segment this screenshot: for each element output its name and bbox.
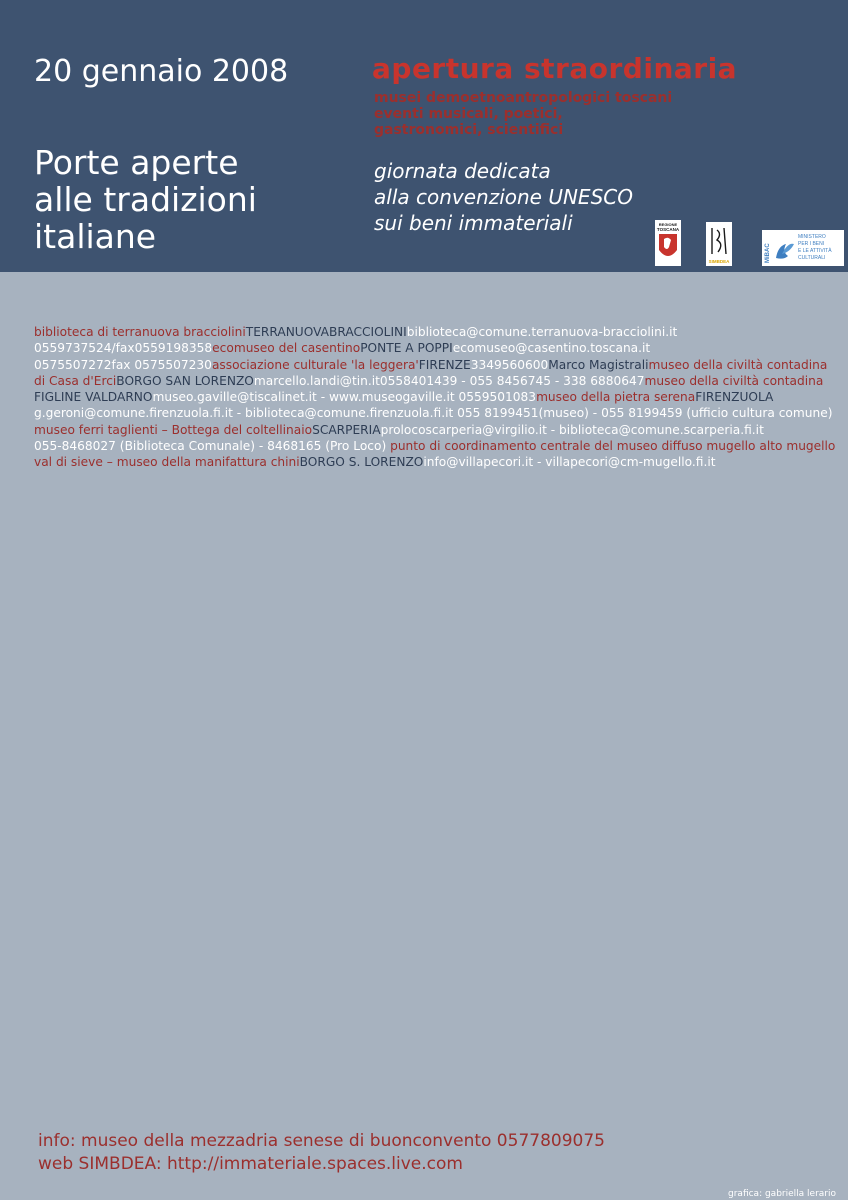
- title-line: italiane: [34, 217, 157, 256]
- logo-text: TOSCANA: [656, 227, 680, 232]
- listing-segment: g.geroni@comune.firenzuola.fi.it - biblioteca@comune.firenzuola.fi.it 055 8199451(museo) - 055 8199459 (ufficio cultura comune): [34, 406, 833, 421]
- listing-segment: 055-8468027 (Biblioteca Comunale) - 8468165 (Pro Loco): [34, 439, 391, 454]
- event-title: [34, 144, 354, 255]
- listing-segment: museo della civiltà contadina: [644, 373, 824, 388]
- listing-segment: PONTE A POPPI: [360, 341, 453, 356]
- listing-segment: 3349560600: [470, 357, 549, 372]
- listing-segment: FIRENZUOLA: [695, 390, 774, 405]
- listing-line: [34, 454, 840, 470]
- title-line: alle tradizioni: [34, 180, 257, 219]
- listing-segment: BORGO SAN LORENZO: [116, 373, 254, 388]
- listing-line: [34, 357, 840, 373]
- title-line: Porte aperte: [34, 143, 239, 182]
- listing-line: [34, 438, 840, 454]
- simbdea-logo: [706, 222, 732, 266]
- listing-line: [34, 324, 840, 340]
- info-footer: [38, 1130, 605, 1176]
- listing-segment: ecomuseo del casentino: [212, 341, 361, 356]
- listing-line: [34, 405, 840, 421]
- listing-segment: FIRENZE: [418, 357, 471, 372]
- logo-text: PER I BENI: [798, 241, 825, 247]
- logo-text: SIMBDEA: [708, 259, 730, 264]
- info-line: info: museo della mezzadria senese di buonconvento 0577809075: [38, 1131, 605, 1151]
- listing-segment: FIGLINE VALDARNO: [34, 390, 153, 405]
- subtitle-line: gastronomici, scientifici: [374, 122, 564, 138]
- giornata-line: alla convenzione UNESCO: [374, 185, 633, 209]
- listing-segment: museo.gaville@tiscalinet.it - www.museogaville.it 0559501083: [152, 390, 537, 405]
- listing-line: [34, 340, 840, 356]
- listing-segment: TERRANUOVABRACCIOLINI: [245, 325, 407, 339]
- listing-segment: biblioteca@comune.terranuova-bracciolini.it: [406, 325, 678, 339]
- giornata-line: sui beni immateriali: [374, 211, 573, 235]
- listing-segment: Marco Magistrali: [548, 357, 649, 372]
- listing-segment: museo della civiltà contadina: [648, 357, 828, 372]
- logo-text: CULTURALI: [798, 255, 826, 261]
- listing-segment: punto di coordinamento centrale del museo diffuso mugello alto mugello: [390, 439, 836, 454]
- listing-line: [34, 389, 840, 405]
- listing-segment: di Casa d'Erci: [34, 373, 117, 388]
- mibac-logo: [762, 230, 844, 266]
- subtitle-line: eventi musicali, poetici,: [374, 106, 563, 122]
- listing-segment: marcello.landi@tin.it0558401439 - 055 8456745 - 338 6880647: [253, 373, 645, 388]
- listing-segment: val di sieve – museo della manifattura chini: [34, 455, 300, 470]
- website-line: web SIMBDEA: http://immateriale.spaces.live.com: [38, 1154, 463, 1174]
- giornata-line: giornata dedicata: [374, 159, 551, 183]
- listing-line: [34, 373, 840, 389]
- listing-segment: biblioteca di terranuova bracciolini: [34, 325, 246, 339]
- listing-segment: associazione culturale 'la leggera': [211, 357, 419, 372]
- headline-subtitle: [374, 90, 754, 138]
- logo-text: E LE ATTIVITÀ: [798, 248, 832, 254]
- logo-text: REGIONE: [658, 222, 678, 227]
- headline: apertura straordinaria: [372, 52, 738, 85]
- listing-segment: museo ferri taglienti – Bottega del coltellinaio: [34, 422, 313, 437]
- logo-text: MiBAC: [765, 243, 771, 263]
- subtitle-line: musei demoetnoantropologici toscani: [374, 90, 673, 106]
- listing-segment: SCARPERIA: [312, 422, 381, 437]
- listing-segment: prolocoscarperia@virgilio.it - biblioteca@comune.scarperia.fi.it: [380, 422, 764, 437]
- listing-segment: ecomuseo@casentino.toscana.it: [452, 341, 651, 356]
- logo-text: MINISTERO: [798, 234, 826, 240]
- event-date: 20 gennaio 2008: [34, 54, 289, 89]
- regione-toscana-logo: [655, 220, 681, 266]
- listing-segment: 0575507272fax 0575507230: [34, 357, 212, 372]
- museum-listing: [34, 324, 840, 471]
- listing-segment: museo della pietra serena: [536, 390, 696, 405]
- listing-line: [34, 422, 840, 438]
- listing-segment: info@villapecori.it - villapecori@cm-mugello.fi.it: [423, 455, 716, 470]
- header-band: [0, 0, 848, 272]
- listing-segment: BORGO S. LORENZO: [299, 455, 424, 470]
- listing-segment: 0559737524/fax0559198358: [34, 341, 213, 356]
- design-credit: grafica: gabriella lerario: [728, 1189, 836, 1199]
